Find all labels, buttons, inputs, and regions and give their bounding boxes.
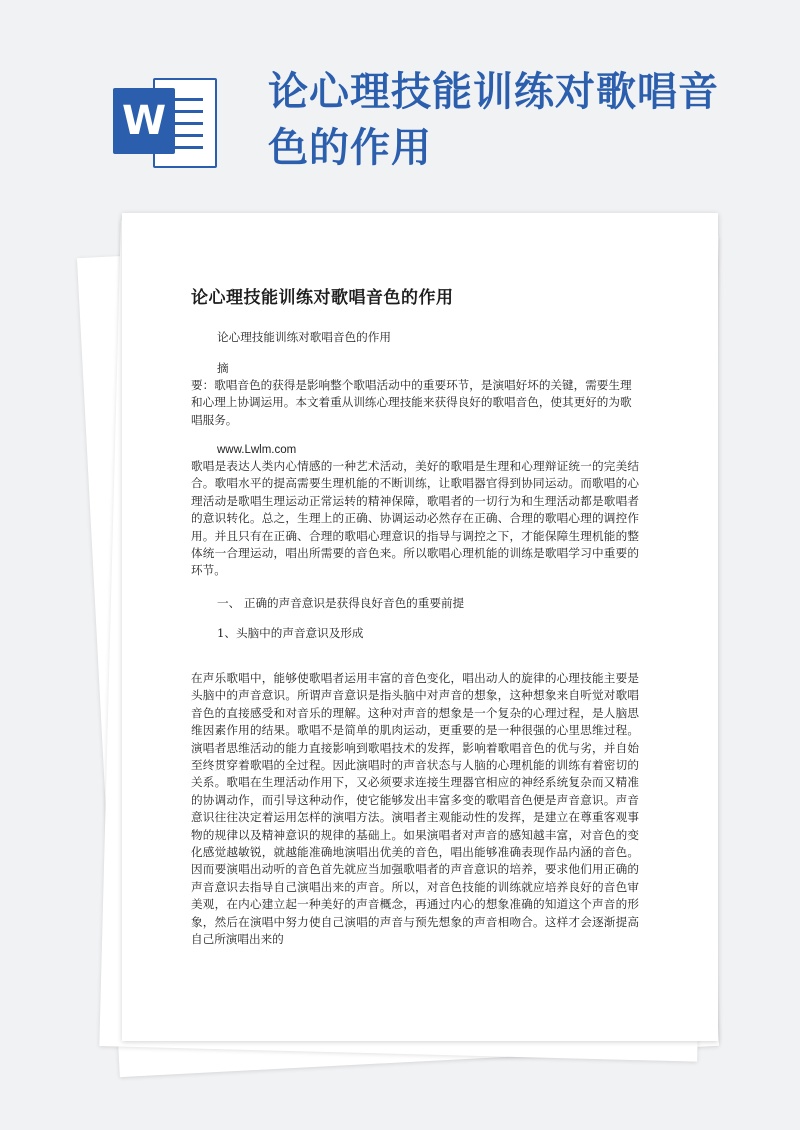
section-heading-1-1: 1、头脑中的声音意识及形成 — [217, 626, 364, 640]
abstract-label: 摘 — [217, 361, 229, 375]
word-app-icon — [107, 68, 219, 172]
document-heading: 论心理技能训练对歌唱音色的作用 — [191, 288, 454, 308]
word-letter-badge: W — [113, 88, 175, 154]
section-heading-1: 一、 正确的声音意识是获得良好音色的重要前提 — [217, 596, 465, 610]
banner-title: 论心理技能训练对歌唱音色的作用 — [268, 68, 719, 171]
paragraph-intro: 歌唱是表达人类内心情感的一种艺术活动，美好的歌唱是生理和心理辩证统一的完美结合。歌唱水平的提高需要生理机能的不断训练，让歌唱器官得到协同运动。而歌唱的心理活动是歌唱生理运动正常运转的精神保障，歌唱者的一切行为和生理活动都是歌唱者的意识转化。总之，生理上的正确、协调运动必然存在正确、合理的歌唱心理的调控作用。并且只有在正确、合理的歌唱心理意识的指导与调控之下，才能保障生理机能的整体统一合理运动，唱出所需要的音色来。所以歌唱心理机能的训练是歌唱学习中重要的环节。 — [191, 459, 639, 578]
paragraph-sound-awareness: 在声乐歌唱中，能够使歌唱者运用丰富的音色变化，唱出动人的旋律的心理技能主要是头脑中的声音意识。所谓声音意识是指头脑中对声音的想象，这种想象来自听觉对歌唱音色的直接感受和对音乐的理解。这种对声音的想象是一个复杂的心理过程，是人脑思维因素作用的结果。歌唱不是简单的肌肉运动，更重要的是一种很强的心里思维过程。演唱者思维活动的能力直接影响到歌唱技术的发挥，影响着歌唱音色的优与劣，并自始至终贯穿着歌唱的全过程。因此演唱时的声音状态与人脑的心理机能的训练有着密切的关系。歌唱在生理活动作用下，又必须要求连接生理器官相应的神经系统复杂而又精准的协调动作，而引导这种动作，使它能够发出丰富多变的歌唱音色便是声音意识。声音意识往往决定着运用怎样的演唱方法。演唱者主观能动性的发挥，是建立在尊重客观事物的规律以及精神意识的规律的基础上。如果演唱者对声音的感知越丰富，对音色的变化感觉越敏锐，就越能准确地演唱出优美的音色，唱出能够准确表现作品内涵的音色。因而要演唱出动听的音色首先就应当加强歌唱者的声音意识的培养，要求他们用正确的声音意识去指导自己演唱出来的声音。所以，对音色技能的训练就应培养良好的音色审美观，在内心建立起一种美好的声音概念，再通过内心的想象准确的知道这个声音的形象，然后在演唱中努力使自己演唱的声音与预先想象的声音相吻合。这样才会逐渐提高自己所演唱出来的 — [191, 671, 639, 947]
document-page — [122, 213, 718, 1041]
site-url: www.Lwlm.com — [217, 444, 297, 456]
document-subtitle: 论心理技能训练对歌唱音色的作用 — [217, 330, 391, 344]
abstract-body: 要：歌唱音色的获得是影响整个歌唱活动中的重要环节，是演唱好坏的关键，需要生理和心理上协调运用。本文着重从训练心理技能来获得良好的歌唱音色，使其更好的为歌唱服务。 — [191, 378, 632, 427]
